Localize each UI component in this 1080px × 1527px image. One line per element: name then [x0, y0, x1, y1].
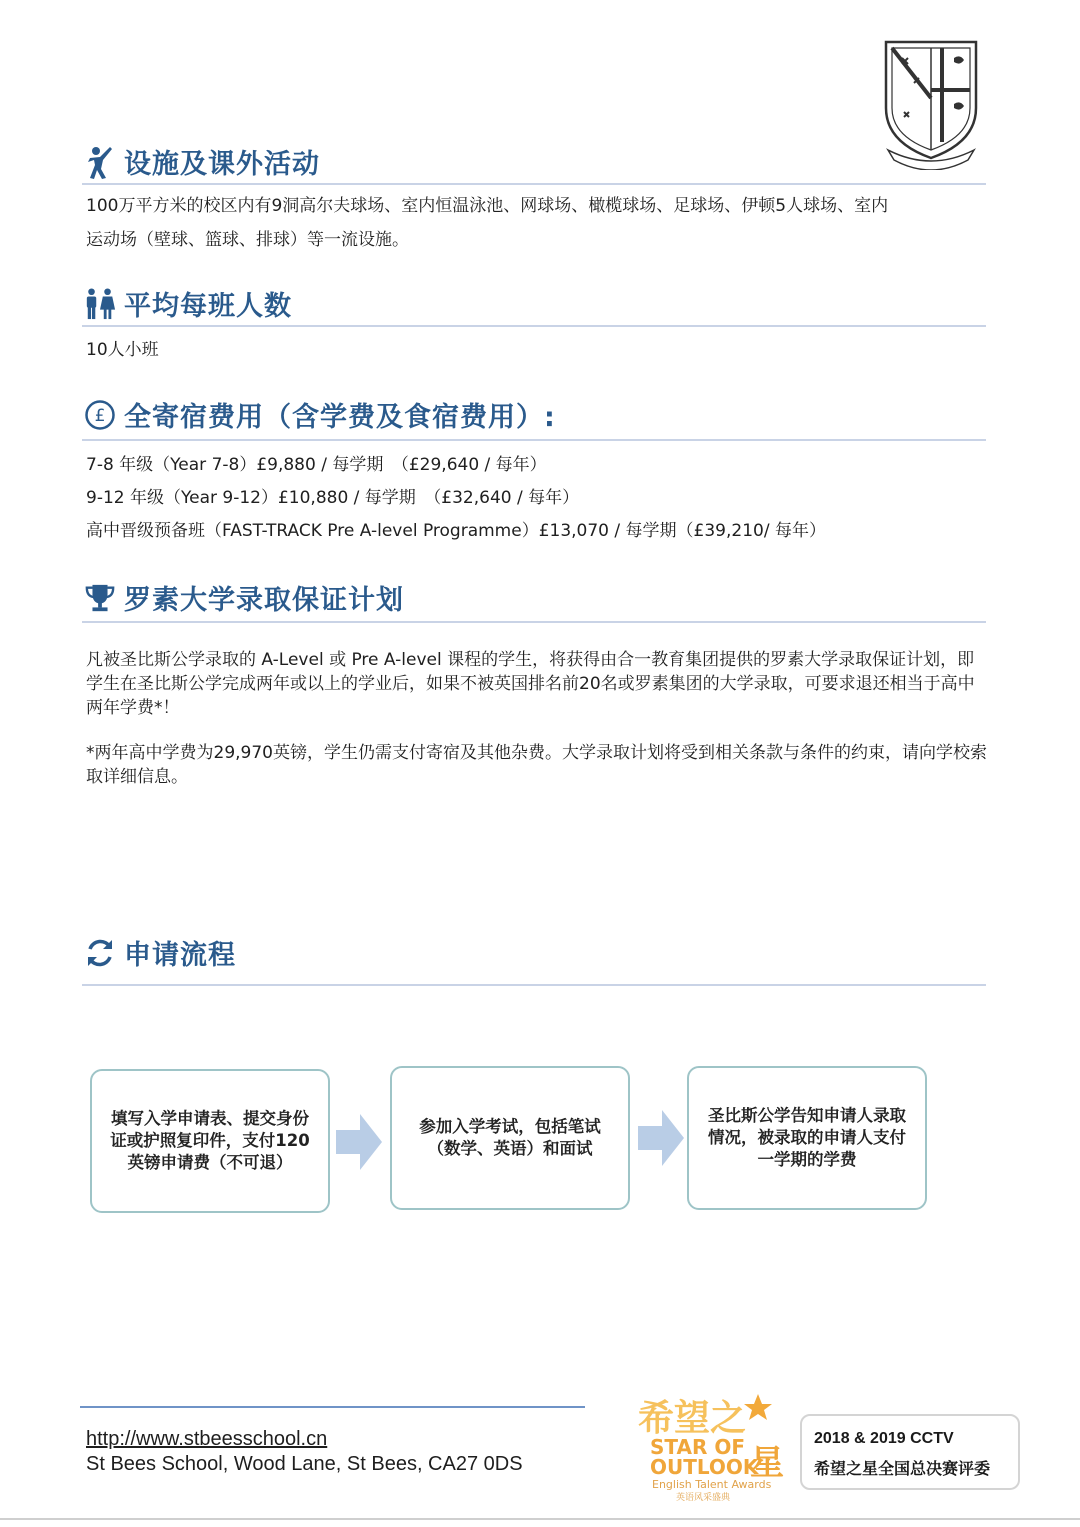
section-divider	[82, 621, 986, 623]
badge-line-2: 希望之星全国总决赛评委	[814, 1459, 991, 1478]
guarantee-footnote: *两年高中学费为29,970英镑，学生仍需支付寄宿及其他杂费。大学录取计划将受到相关条款与条件的约束，请向学校索取详细信息。	[86, 743, 987, 787]
flow-step-1: 填写入学申请表、提交身份证或护照复印件，支付120英镑申请费（不可退）	[90, 1069, 330, 1213]
section-fees-heading	[84, 395, 556, 434]
cctv-judge-badge	[800, 1414, 1020, 1490]
footer-divider	[80, 1406, 585, 1408]
athlete-icon	[84, 144, 116, 180]
school-address: St Bees School, Wood Lane, St Bees, CA27 0DS	[86, 1453, 523, 1475]
section-divider	[82, 439, 986, 441]
trophy-icon	[84, 580, 116, 616]
section-title: 设施及课外活动	[124, 149, 320, 180]
svg-text:STAR OF: STAR OF	[650, 1435, 745, 1459]
flow-step-3: 圣比斯公学告知申请人录取情况，被录取的申请人支付一学期的学费	[687, 1066, 927, 1210]
section-divider	[82, 325, 986, 327]
svg-text:希望之: 希望之	[638, 1398, 747, 1439]
svg-text:星: 星	[750, 1443, 784, 1483]
school-crest-logo	[880, 38, 982, 170]
section-title: 平均每班人数	[124, 291, 292, 322]
pound-coin-icon	[84, 397, 116, 433]
facilities-text-line1: 100万平方米的校区内有9洞高尔夫球场、室内恒温泳池、网球场、橄榄球场、足球场、伊顿5人球场、室内	[86, 196, 889, 216]
section-title: 全寄宿费用（含学费及食宿费用）:	[124, 402, 556, 433]
section-title: 申请流程	[124, 940, 236, 971]
fee-row: 高中晋级预备班（FAST-TRACK Pre A-level Programme）£13,070 / 每学期（£39,210/ 每年）	[86, 521, 826, 541]
section-class-size-heading	[84, 284, 292, 323]
people-icon	[84, 286, 116, 322]
flow-step-2: 参加入学考试，包括笔试（数学、英语）和面试	[390, 1066, 630, 1210]
svg-text:English Talent Awards: English Talent Awards	[652, 1478, 772, 1491]
arrow-right-icon	[336, 1114, 382, 1170]
section-divider	[82, 984, 986, 986]
refresh-cycle-icon	[84, 935, 116, 971]
arrow-right-icon	[638, 1110, 684, 1166]
badge-line-1: 2018 & 2019 CCTV	[814, 1430, 954, 1447]
fee-row: 7-8 年级（Year 7-8）£9,880 / 每学期 （£29,640 / 每年）	[86, 455, 547, 475]
website-link[interactable]: http://www.stbeesschool.cn	[86, 1428, 328, 1450]
section-divider	[82, 183, 986, 185]
guarantee-paragraph: 凡被圣比斯公学录取的 A-Level 或 Pre A-level 课程的学生，将获得由合一教育集团提供的罗素大学录取保证计划，即学生在圣比斯公学完成两年或以上的学业后，如果不被英国排名前20名或罗素集团的大学录取，可要求退还相当于高中两年学费*！	[86, 650, 975, 718]
class-size-text: 10人小班	[86, 340, 159, 360]
fee-row: 9-12 年级（Year 9-12）£10,880 / 每学期 （£32,640 / 每年）	[86, 488, 580, 508]
section-guarantee-heading	[84, 578, 404, 617]
page-bottom-edge	[0, 1518, 1080, 1520]
svg-text:英语风采盛典: 英语风采盛典	[676, 1493, 731, 1502]
section-facilities-heading	[84, 142, 320, 181]
facilities-text-line2: 运动场（壁球、篮球、排球）等一流设施。	[86, 230, 409, 250]
star-of-outlook-logo	[628, 1390, 788, 1502]
svg-text:OUTLOOK: OUTLOOK	[650, 1455, 759, 1479]
svg-text:£: £	[94, 405, 106, 426]
section-title: 罗素大学录取保证计划	[124, 585, 404, 616]
section-application-heading	[84, 933, 236, 972]
